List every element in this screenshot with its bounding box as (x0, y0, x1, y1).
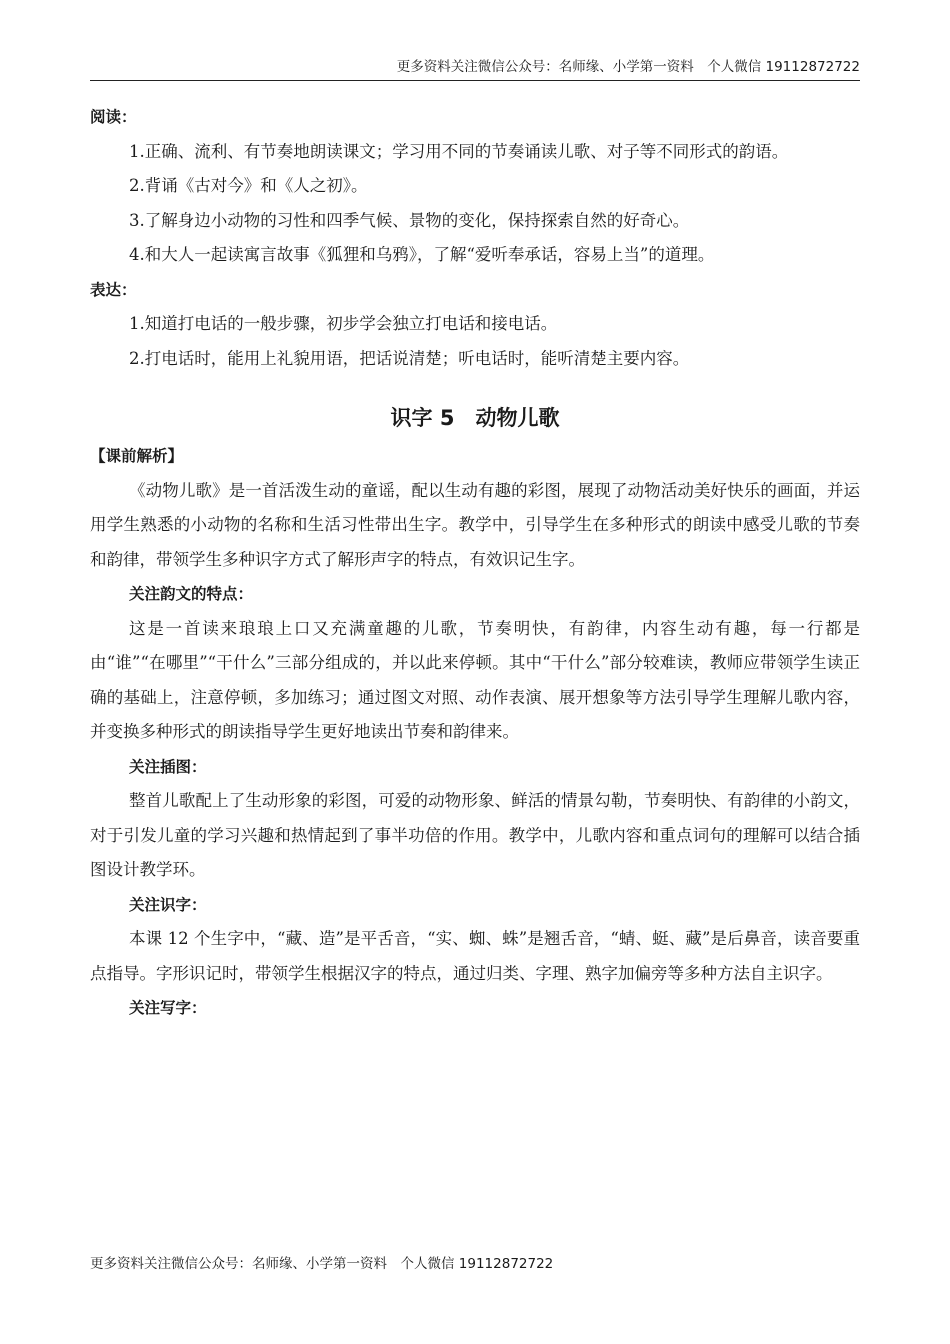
focus-image-text: 整首儿歌配上了生动形象的彩图，可爱的动物形象、鲜活的情景勾勒，节奏明快、有韵律的小韵文，对于引发儿童的学习兴趣和热情起到了事半功倍的作用。教学中，儿歌内容和重点词句的理解可以结合插图设计教学环。 (90, 791, 860, 879)
focus-rhyme-text: 这是一首读来琅琅上口又充满童趣的儿歌，节奏明快，有韵律，内容生动有趣，每一行都是由“谁”“在哪里”“干什么”三部分组成的，并以此来停顿。其中“干什么”部分较难读，教师应带领学生读正确的基础上，注意停顿，多加练习；通过图文对照、动作表演、展开想象等方法引导学生理解儿歌内容，并变换多种形式的朗读指导学生更好地读出节奏和韵律来。 (90, 618, 860, 741)
page-footer (90, 1252, 553, 1272)
focus-write-heading: 关注写字： (129, 999, 207, 1017)
expression-heading: 表达： (90, 280, 137, 299)
header-text: 更多资料关注微信公众号：名师缘、小学第一资料 个人微信 19112872722 (396, 59, 860, 75)
focus-char-text: 本课 12 个生字中，“藏、造”是平舌音，“实、蜘、蛛”是翘舌音，“蜻、蜓、藏”是后鼻音，读音要重点指导。字形识记时，带领学生根据汉字的特点，通过归类、字理、熟字加偏旁等多种方法自主识字。 (90, 929, 860, 983)
page-content (90, 100, 860, 1026)
reading-item: 3.了解身边小动物的习性和四季气候、景物的变化，保持探索自然的好奇心。 (129, 210, 690, 230)
focus-image-heading: 关注插图： (129, 757, 207, 776)
reading-item: 2.背诵《古对今》和《人之初》。 (129, 176, 368, 195)
lesson-intro: 《动物儿歌》是一首活泼生动的童谣，配以生动有趣的彩图，展现了动物活动美好快乐的画面，并运用学生熟悉的小动物的名称和生活习性带出生字。教学中，引导学生在多种形式的朗读中感受儿歌的节奏和韵律，带领学生多种识字方式了解形声字的特点，有效识记生字。 (90, 480, 860, 569)
reading-heading: 阅读： (90, 108, 137, 126)
focus-rhyme-heading: 关注韵文的特点： (129, 585, 254, 603)
expression-item: 2.打电话时，能用上礼貌用语，把话说清楚；听电话时，能听清楚主要内容。 (129, 348, 690, 368)
lesson-title: 识字 5 动物儿歌 (390, 406, 560, 430)
footer-text: 更多资料关注微信公众号：名师缘、小学第一资料 个人微信 19112872722 (90, 1256, 554, 1272)
focus-char-heading: 关注识字： (129, 895, 207, 914)
analysis-heading: 【课前解析】 (90, 447, 184, 465)
reading-item: 1.正确、流利、有节奏地朗读课文；学习用不同的节奏诵读儿歌、对子等不同形式的韵语。 (129, 141, 789, 161)
expression-item: 1.知道打电话的一般步骤，初步学会独立打电话和接电话。 (129, 314, 558, 333)
reading-item: 4.和大人一起读寓言故事《狐狸和乌鸦》，了解“爱听奉承话，容易上当”的道理。 (129, 245, 715, 264)
page-header (90, 58, 860, 81)
